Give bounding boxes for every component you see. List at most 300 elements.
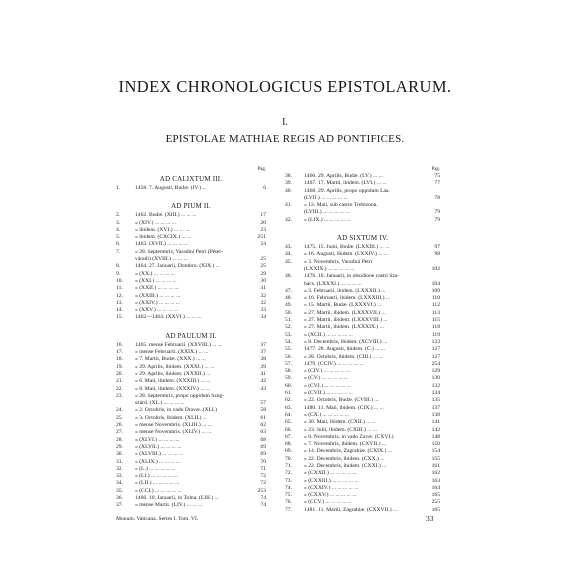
index-entry [116, 400, 266, 407]
entry-page: 134 [431, 390, 440, 397]
index-entry [116, 356, 266, 363]
index-entry [285, 412, 440, 419]
entry-number: 39. [285, 180, 292, 187]
entry-page: 71 [260, 465, 266, 472]
index-entry [285, 492, 440, 499]
spacer [116, 192, 266, 200]
entry-number: 14. [116, 307, 123, 314]
entry-number: 44. [285, 251, 292, 258]
index-entry [116, 415, 266, 422]
entry-number: 5. [116, 234, 121, 241]
entry-text: « mense Novembris. (XLIV.) ... ... [135, 429, 212, 436]
entry-text: « 8. Decembris, ibidem. (XCVIII.) ... [304, 338, 388, 345]
index-entry [116, 407, 266, 414]
entry-page: 41 [260, 370, 266, 377]
entry-number: 50. [285, 309, 292, 316]
entry-text: « 12. Maii, sub castro Trebizona. [304, 202, 378, 209]
entry-text: 1466. 29. Aprilis, Budæ. (LV.) ... ... [304, 173, 383, 179]
index-entry [116, 256, 266, 263]
entry-page: 115 [431, 317, 440, 324]
entry-page: 79 [434, 209, 440, 216]
entry-number: 66. [285, 426, 292, 433]
entry-text: « 27. Martii, ibidem. (LXXXIX.) ... [304, 324, 384, 331]
entry-page: 79 [434, 216, 440, 223]
entry-page: 42 [260, 378, 266, 385]
entry-number: 32. [116, 465, 123, 472]
entry-number: 17. [116, 349, 123, 356]
entry-page: 58 [260, 407, 266, 414]
entry-text: « ibidem. (CXCIX.) ... ... [135, 234, 192, 241]
section-title: EPISTOLAE MATHIAE REGIS AD PONTIFICES. [165, 133, 405, 145]
entry-text: 1462. Budæ. (XIII.) ... ... ... [135, 212, 197, 219]
pontiff-heading: AD SIXTUM IV. [336, 234, 389, 243]
index-entry [116, 185, 266, 192]
entry-number: 8. [116, 263, 121, 270]
entry-text: (LVIII.) ... ... ... ... ... [304, 209, 350, 216]
index-entry [285, 188, 440, 195]
entry-text: « (XXI.) ... ... ... ... [135, 277, 177, 284]
index-entry [116, 473, 266, 480]
index-entry [116, 437, 266, 444]
entry-number: 60. [285, 382, 292, 389]
entry-number: 16. [116, 341, 123, 348]
entry-number: 48. [285, 295, 292, 302]
entry-text: (LXXIX.) ... ... ... ... ... [304, 265, 355, 272]
entry-text: « 29. Aprilis, ibidem. (XXXI.) ... ... [135, 363, 215, 370]
entry-page: 77 [434, 180, 440, 187]
index-entry [116, 371, 266, 378]
index-entry [285, 332, 440, 339]
entry-page: 113 [431, 309, 440, 316]
index-entry [116, 234, 266, 241]
entry-number: 18. [116, 356, 123, 363]
entry-page: 17 [260, 212, 266, 219]
entry-text: 1464. 27. Januarii, Dombro. (XIX.) ... [135, 263, 220, 270]
entry-page: 31 [260, 285, 266, 292]
entry-number: 10. [116, 277, 123, 284]
entry-text: « (XXIV.) ... ... ... ... [135, 299, 180, 306]
entry-page [253, 393, 266, 400]
entry-text: « (LIX.) ... ... ... ... ... [304, 216, 351, 223]
entry-text: « 3. Februarii, ibidem. (LXXXII.) ... [304, 287, 386, 294]
entry-page [427, 188, 440, 195]
entry-number: 28. [116, 436, 123, 443]
entry-page: 6 [263, 185, 266, 191]
index-entry [285, 375, 440, 382]
entry-text: « 27. Martii, ibidem. (LXXXVII.) ... [304, 309, 386, 316]
entry-page: 24 [260, 241, 266, 248]
index-entry [285, 180, 440, 187]
entry-number: 46. [285, 273, 292, 280]
right-index-column [285, 167, 440, 514]
index-entry [285, 361, 440, 368]
entry-page: 29 [260, 270, 266, 277]
entry-page [427, 273, 440, 280]
entry-number: 70. [285, 455, 292, 462]
index-entry [285, 339, 440, 346]
entry-page: 33 [260, 307, 266, 314]
entry-number: 33. [116, 473, 123, 480]
entry-number: 77. [285, 506, 292, 513]
index-entry [285, 427, 440, 434]
entry-text: « (XLIX.) ... ... ... ... [135, 458, 181, 465]
entry-text: « (CVII.) ... ... ... ... ... [304, 390, 353, 397]
entry-number: 61. [285, 390, 292, 397]
index-entry [285, 173, 440, 180]
entry-text: « 16. Augusti, ibidem. (LXXIV.) ... ... [304, 251, 389, 258]
entry-page: 161 [431, 462, 440, 469]
entry-number: 24. [116, 407, 123, 414]
entry-text: 1468. 29. Aprilis, propo oppidum Laa. [304, 187, 390, 194]
entry-text: « 14. Decembris, Zagrabiæ. (CXIX.) ... [304, 448, 392, 455]
entry-page: 70 [260, 458, 266, 465]
entry-number: 3. [116, 219, 121, 226]
entry-text: 1462—1464. (XXVI.) ... ... ... [135, 314, 202, 321]
entry-number: 7. [116, 248, 121, 255]
entry-page: 69 [260, 443, 266, 450]
index-entry [285, 485, 440, 492]
entry-text: 1481. 11. Martii, Zagrabiæ. (CXXVII.) ... [304, 506, 398, 513]
entry-page: 137 [431, 404, 440, 411]
entry-number: 65. [285, 419, 292, 426]
entry-number: 69. [285, 448, 292, 455]
entry-page: 253 [257, 487, 266, 494]
entry-text: « 6. Novembris, in vado Zavæ. (CXVI.) [304, 433, 394, 440]
index-entry [116, 386, 266, 393]
index-entry [285, 354, 440, 361]
entry-text: « (XXII.) ... ... ... ... [135, 285, 179, 292]
entry-number: 53. [285, 331, 292, 338]
entry-page: 68 [260, 436, 266, 443]
entry-page: 97 [434, 244, 440, 251]
entry-page: 162 [431, 470, 440, 477]
entry-page: 69 [260, 451, 266, 458]
entry-number: 41. [285, 202, 292, 209]
entry-text: « 3. Novembris, Varadini Petri [304, 258, 373, 265]
entry-text: « (CXXIII.) ... ... ... ... ... [304, 477, 359, 484]
entry-text: bács. (LXXXI.) ... ... ... ... [304, 280, 362, 287]
index-entry [285, 259, 440, 266]
entry-number: 71. [285, 462, 292, 469]
entry-number: 43. [285, 244, 292, 251]
index-entry [116, 451, 266, 458]
entry-text: 1477. 28. Augusti, ibidem. (C.) ... ... [304, 346, 385, 353]
entry-number: 67. [285, 433, 292, 440]
entry-number: 57. [285, 360, 292, 367]
entry-text: « 28. Octobris, ibidem. (CIII.) ... ... [304, 353, 383, 360]
index-entry [285, 251, 440, 258]
entry-number: 72. [285, 470, 292, 477]
entry-text: « (CIV.) ... ... ... ... ... [304, 368, 351, 375]
entry-page: 112 [431, 302, 440, 309]
entry-text: 1480. 11. Maii, ibidem. (CIX.) ... ... [304, 404, 384, 411]
index-entry [285, 266, 440, 273]
entry-page: 102 [431, 265, 440, 272]
index-entry [285, 463, 440, 470]
entry-page: 138 [431, 411, 440, 418]
entry-text: « (XLVI.) ... ... ... ... [135, 436, 180, 443]
entry-number: 64. [285, 411, 292, 418]
index-entry [116, 241, 266, 248]
index-entry [285, 448, 440, 455]
index-entry [116, 480, 266, 487]
index-entry [285, 217, 440, 224]
entry-number: 12. [116, 292, 123, 299]
entry-page: 127 [431, 353, 440, 360]
index-entry [116, 364, 266, 371]
index-entry [285, 478, 440, 485]
entry-text: « mense Februarii. (XXIX.) ... ... [135, 349, 209, 356]
entry-text: « 27. Martii, ibidem. (LXXXVIII.) ... [304, 317, 388, 324]
entry-page: 38 [260, 356, 266, 363]
index-entry [116, 393, 266, 400]
entry-number [285, 281, 304, 288]
entry-number: 31. [116, 458, 123, 465]
entry-page: 32 [260, 299, 266, 306]
entry-number: 27. [116, 429, 123, 436]
entry-page: 118 [431, 324, 440, 331]
entry-number [116, 400, 135, 407]
index-entry [116, 314, 266, 321]
entry-text: « 3. Octobris, ibidem. (XLII.) ... [135, 414, 208, 421]
entry-page: 135 [431, 397, 440, 404]
entry-page: 123 [431, 338, 440, 345]
index-entry [116, 300, 266, 307]
entry-number: 51. [285, 317, 292, 324]
entry-text: « (CXXII.) ... ... ... ... ... [304, 470, 357, 477]
entry-page: 43 [260, 385, 266, 392]
entry-text: « (XLVII.) ... ... ... ... [135, 443, 182, 450]
entry-page: 98 [434, 251, 440, 258]
entry-number: 29. [116, 443, 123, 450]
entry-number: 25. [116, 414, 123, 421]
index-entry [116, 429, 266, 436]
entry-page: 130 [431, 375, 440, 382]
entry-page: 78 [434, 194, 440, 201]
index-entry [116, 502, 266, 509]
entry-page: 32 [260, 292, 266, 299]
entry-page [427, 202, 440, 209]
entry-number: 4. [116, 226, 121, 233]
entry-page: 132 [431, 382, 440, 389]
index-entry [116, 249, 266, 256]
entry-text: « mense Novembris. (XLIII.) ... ... [135, 422, 212, 429]
entry-page: 127 [431, 346, 440, 353]
entry-number [285, 209, 304, 216]
entry-text: 1479. (CCIV.) ... ... ... ... ... [304, 360, 364, 367]
index-entry [116, 220, 266, 227]
entry-text: « 22. Decembris, ibidem. (CXX.) ... [304, 455, 385, 462]
entry-text: « (LI.) ... ... ... ... ... [135, 473, 178, 480]
entry-text: (LVII.) ... ... ... ... ... [304, 194, 348, 201]
index-entry [285, 507, 440, 514]
entry-page: 74 [260, 502, 266, 509]
entry-text: « (CVI.) ... ... ... ... ... [304, 382, 351, 389]
entry-number: 13. [116, 299, 123, 306]
entry-page [427, 259, 440, 266]
entry-page: 23 [260, 226, 266, 233]
pontiff-heading: AD PIUM II. [171, 202, 211, 211]
entry-text: « (CXXV.) ... ... ... ... ... [304, 492, 357, 499]
entry-number: 11. [116, 285, 123, 292]
entry-page: 251 [257, 234, 266, 241]
entry-number: 6. [116, 241, 121, 248]
entry-page: 57 [260, 400, 266, 407]
entry-number [285, 266, 304, 273]
entry-page: 148 [431, 433, 440, 440]
entry-text: « (L.) ... ... ... ... ... [135, 465, 176, 472]
entry-page: 34 [260, 314, 266, 321]
entry-text: « (XXV.) ... ... ... ... [135, 307, 179, 314]
entry-page: 129 [431, 368, 440, 375]
entry-page: 25 [260, 263, 266, 270]
entry-page: 75 [434, 173, 440, 179]
spacer [285, 224, 440, 232]
entry-text: « 22. Decembris, ibidem. (CXXI.) ... [304, 462, 387, 469]
entry-page: 142 [431, 426, 440, 433]
entry-text: 1467. 17. Martii, ibidem. (LVI.) ... ... [304, 180, 387, 187]
entry-text: 1476. 16. Januarii, in obsidione castri Sza- [304, 273, 400, 280]
index-entry [285, 390, 440, 397]
entry-page: 254 [431, 360, 440, 367]
entry-page: 109 [431, 287, 440, 294]
index-entry [285, 499, 440, 506]
index-entry [116, 422, 266, 429]
index-entry [285, 295, 440, 302]
entry-page: 20 [260, 219, 266, 226]
entry-page: 154 [431, 448, 440, 455]
index-entry [285, 419, 440, 426]
entry-page: 110 [431, 295, 440, 302]
entry-text: « (LII.) ... ... ... ... ... [135, 480, 180, 487]
page-column-header: Pag. [257, 167, 266, 172]
index-entry [116, 227, 266, 234]
entry-page [253, 249, 266, 256]
entry-number: 76. [285, 499, 292, 506]
entry-page: 39 [260, 363, 266, 370]
spacer [116, 322, 266, 330]
entry-number: 68. [285, 441, 292, 448]
index-entry [116, 459, 266, 466]
index-entry [285, 441, 440, 448]
entry-page: 164 [431, 484, 440, 491]
entry-text: szárd. (XL.) ... ... ... ... [135, 400, 185, 407]
entry-text: « 7. Martii, Budæ. (XXX.) ... ... [135, 356, 206, 363]
index-entry [285, 281, 440, 288]
entry-number: 62. [285, 397, 292, 404]
entry-page: 165 [431, 492, 440, 499]
left-index-column [116, 167, 266, 510]
entry-number: 56. [285, 353, 292, 360]
index-entry [285, 397, 440, 404]
entry-number: 34. [116, 480, 123, 487]
entry-text: « 8. Maii, ibidem. (XXXIV.) ... ... [135, 385, 211, 392]
entry-page: 37 [260, 341, 266, 348]
index-entry [116, 285, 266, 292]
section-number: I. [282, 117, 288, 128]
entry-number: 19. [116, 363, 123, 370]
entry-page: 119 [431, 331, 440, 338]
index-entry [116, 488, 266, 495]
entry-text: « (XX.) ... ... ... ... [135, 270, 175, 277]
entry-text: « (XCII.) ... ... ... ... ... [304, 331, 353, 338]
index-entry [116, 444, 266, 451]
entry-number: 36. [116, 494, 123, 501]
entry-number: 35. [116, 487, 123, 494]
pontiff-heading: AD CALIXTUM III. [159, 175, 223, 183]
entry-number: 73. [285, 477, 292, 484]
index-entry [285, 470, 440, 477]
index-entry [116, 263, 266, 270]
index-entry [285, 244, 440, 251]
entry-text: « 30. Maii, ibidem. (CXII.) ... ... [304, 419, 377, 426]
entry-number: 2. [116, 212, 121, 219]
entry-text: « ibidem. (XVI.) ... ... ... [135, 226, 190, 233]
entry-number: 55. [285, 346, 292, 353]
index-entry [116, 293, 266, 300]
entry-page: 255 [431, 499, 440, 506]
index-entry [116, 466, 266, 473]
entry-number: 30. [116, 451, 123, 458]
entry-page: 74 [260, 494, 266, 501]
entry-page: 72 [260, 473, 266, 480]
index-entry [285, 209, 440, 216]
entry-text: « (CCV.) ... ... ... ... ... [304, 499, 353, 506]
index-entry [116, 271, 266, 278]
index-entry [285, 202, 440, 209]
entry-text: « (XIV.) ... ... ... ... [135, 219, 176, 226]
entry-number: 38. [285, 173, 292, 179]
entry-page: 104 [431, 280, 440, 287]
entry-text: « 15. Martii, Budæ. (LXXXVI.) ... [304, 302, 382, 309]
entry-text: « (CCI.) ... ... ... ... ... [135, 487, 182, 494]
entry-number: 40. [285, 187, 292, 194]
index-entry [285, 324, 440, 331]
page-number: 33 [426, 514, 434, 523]
entry-number: 9. [116, 270, 121, 277]
entry-text: « 23. Julii, ibidem. (CXIII.) ... ... [304, 426, 378, 433]
entry-text: « (XLVIII.) ... ... ... ... [135, 451, 184, 458]
entry-page: 163 [431, 477, 440, 484]
entry-number: 37. [116, 502, 123, 509]
entry-number: 45. [285, 258, 292, 265]
entry-number: 59. [285, 375, 292, 382]
entry-text: 1465. mense Februarii. (XXVIII.) ... ... [135, 341, 222, 348]
index-entry [285, 405, 440, 412]
entry-number: 52. [285, 324, 292, 331]
index-entry [116, 378, 266, 385]
entry-number: 20. [116, 370, 123, 377]
entry-number: 74. [285, 484, 292, 491]
entry-number [116, 256, 135, 263]
entry-page: 150 [431, 441, 440, 448]
index-entry [116, 495, 266, 502]
entry-number: 1. [116, 185, 121, 191]
entry-text: « 22. Octobris, Budæ. (CVIII.) ... [304, 397, 379, 404]
index-entry [285, 317, 440, 324]
entry-page: 165 [431, 506, 440, 513]
index-entry [285, 383, 440, 390]
index-entry [285, 456, 440, 463]
entry-number: 22. [116, 385, 123, 392]
index-title: INDEX CHRONOLOGICUS EPISTOLARUM. [118, 77, 452, 96]
entry-text: 1466. 10. Januarii, in Tolna. (LIII.) ... [135, 494, 219, 501]
entry-page: 37 [260, 349, 266, 356]
index-entry [285, 368, 440, 375]
index-entry [116, 278, 266, 285]
entry-text: « mense Martii. (LIV.) ... ... ... [135, 502, 203, 509]
entry-page: 155 [431, 455, 440, 462]
